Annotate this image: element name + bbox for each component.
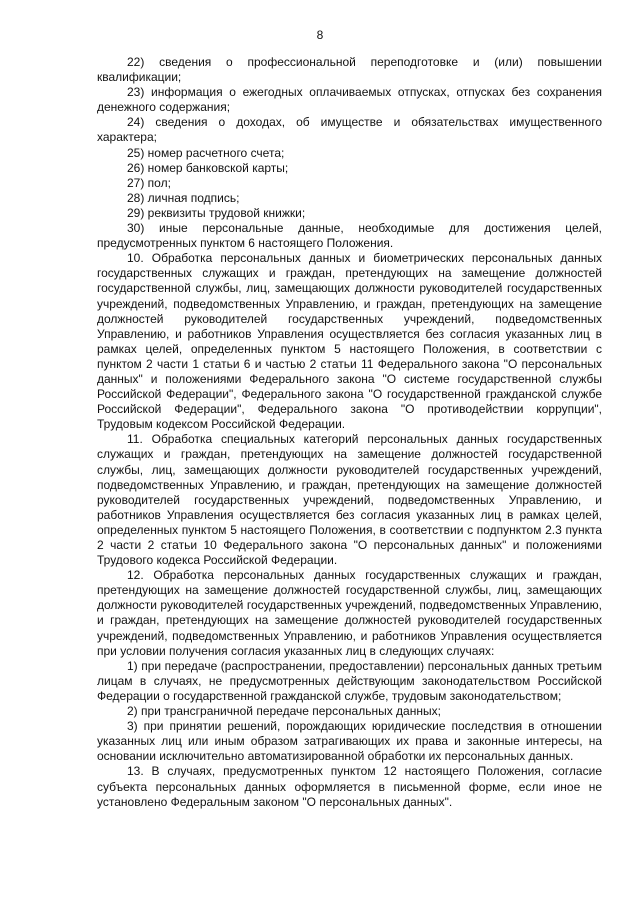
- clause-12: 12. Обработка персональных данных государственных служащих и граждан, претендующих на замещение должностей государственной службы, лиц, замещающих должности руководителей государственных учреждений, подведомственных Управлению, и граждан, претендующих на замещение должностей руководителей государственных учреждений, подведомственных Управлению, и работников Управления осуществляется при условии получения согласия указанных лиц в следующих случаях:: [97, 568, 602, 658]
- clause-11: 11. Обработка специальных категорий персональных данных государственных служащих и граждан, претендующих на замещение должностей государственной службы, лиц, замещающих должности руководителей государственных учреждений, подведомственных Управлению, и граждан, претендующих на замещение должностей руководителей государственных учреждений, подведомственных Управлению, и работников Управления осуществляется без согласия указанных лиц в рамках целей, определенных пунктом 5 настоящего Положения, в соответствии с подпунктом 2.3 пункта 2 части 2 статьи 10 Федерального закона "О персональных данных" и положениями Трудового кодекса Российской Федерации.: [97, 432, 602, 568]
- list-item-27: 27) пол;: [127, 175, 171, 190]
- list-item-25: 25) номер расчетного счета;: [127, 145, 285, 160]
- clause-12-item-3: 3) при принятии решений, порождающих юридические последствия в отношении указанных лиц или иным образом затрагивающих их права и законные интересы, на основании исключительно автоматизированной обработки их персональных данных.: [97, 719, 602, 764]
- list-item-22: 22) сведения о профессиональной переподготовке и (или) повышении квалификации;: [97, 55, 602, 85]
- clause-12-item-2: 2) при трансграничной передаче персональных данных;: [127, 704, 441, 719]
- list-item-26: 26) номер банковской карты;: [127, 160, 289, 175]
- clause-10: 10. Обработка персональных данных и биометрических персональных данных государственных служащих и граждан, претендующих на замещение должностей государственной службы, лиц, замещающих должности руководителей государственных учреждений, подведомственных Управлению, и граждан, претендующих на замещение должностей руководителей государственных учреждений, подведомственных Управлению, и работников Управления осуществляется без согласия указанных лиц в рамках целей, определенных пунктом 5 настоящего Положения, в соответствии с пунктом 2 части 1 статьи 6 и частью 2 статьи 11 Федерального закона "О персональных данных" и положениями Федерального закона "О системе государственной службы Российской Федерации", Федерального закона "О государственной гражданской службе Российской Федерации", Федерального закона "О противодействии коррупции", Трудовым кодексом Российской Федерации.: [97, 251, 602, 432]
- clause-12-item-1: 1) при передаче (распространении, предоставлении) персональных данных третьим лицам в случаях, не предусмотренных действующим законодательством Российской Федерации о государственной гражданской службе, трудовым законодательством;: [97, 658, 602, 703]
- list-item-29: 29) реквизиты трудовой книжки;: [127, 205, 306, 220]
- list-item-30: 30) иные персональные данные, необходимые для достижения целей, предусмотренных пунктом 6 настоящего Положения.: [97, 221, 602, 251]
- page-number: 8: [316, 28, 324, 42]
- document-body: [97, 55, 602, 810]
- list-item-24: 24) сведения о доходах, об имуществе и обязательствах имущественного характера;: [97, 115, 602, 145]
- list-item-28: 28) личная подпись;: [127, 190, 240, 205]
- list-item-23: 23) информация о ежегодных оплачиваемых отпусках, отпусках без сохранения денежного содержания;: [97, 85, 602, 115]
- clause-13: 13. В случаях, предусмотренных пунктом 12 настоящего Положения, согласие субъекта персональных данных оформляется в письменной форме, если иное не установлено Федеральным законом "О персональных данных".: [97, 764, 602, 809]
